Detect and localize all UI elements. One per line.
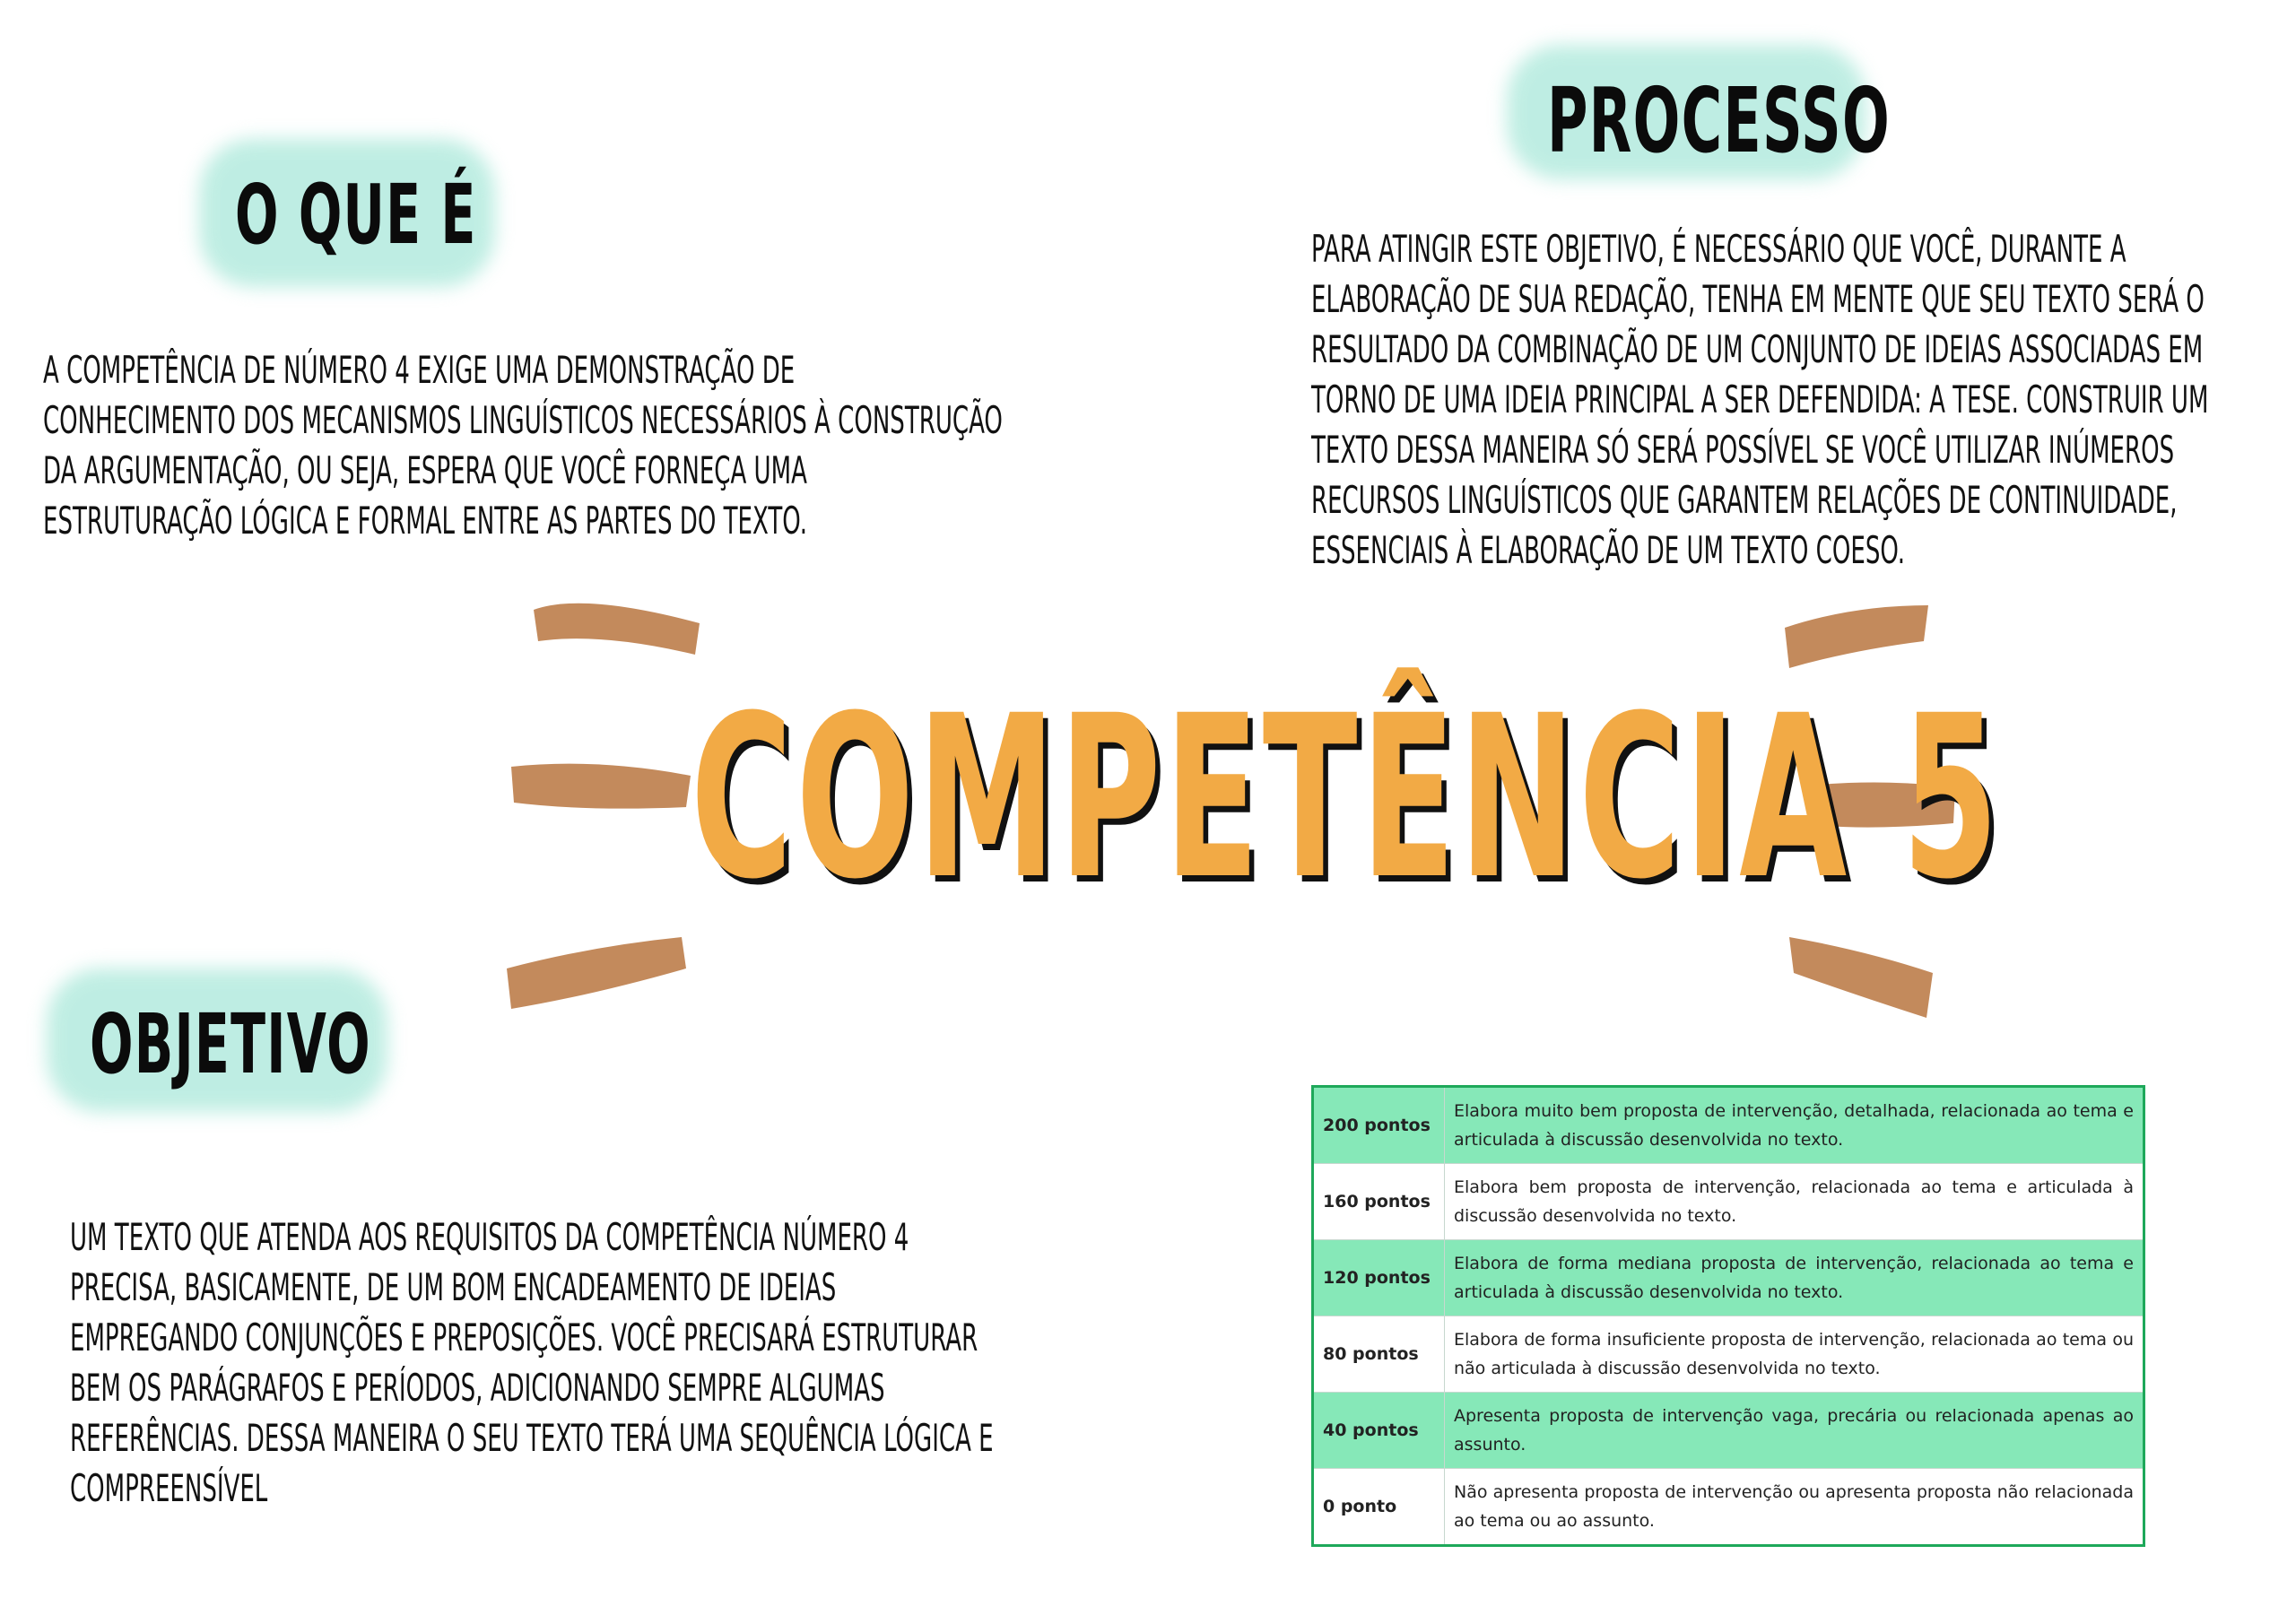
objetivo-line: PRECISA, BASICAMENTE, DE UM BOM ENCADEAMENTO DE IDEIAS <box>70 1265 837 1309</box>
table-row <box>1313 1087 2144 1164</box>
description-cell: Elabora muito bem proposta de intervenção, detalhada, relacionada ao tema e articulada à discussão desenvolvida no texto. <box>1445 1087 2144 1164</box>
table-row <box>1313 1240 2144 1316</box>
processo-line: TORNO DE UMA IDEIA PRINCIPAL A SER DEFENDIDA: A TESE. CONSTRUIR UM <box>1311 378 2209 421</box>
description-cell: Elabora de forma mediana proposta de intervenção, relacionada ao tema e articulada à discussão desenvolvida no texto. <box>1445 1240 2144 1316</box>
points-cell: 0 ponto <box>1313 1469 1445 1546</box>
objetivo-text <box>70 1212 994 1514</box>
o-que-e-text <box>43 345 1003 546</box>
processo-text <box>1311 224 2208 576</box>
o-que-e-line: A COMPETÊNCIA DE NÚMERO 4 EXIGE UMA DEMONSTRAÇÃO DE <box>43 348 796 392</box>
o-que-e-line: DA ARGUMENTAÇÃO, OU SEJA, ESPERA QUE VOCÊ FORNEÇA UMA <box>43 448 807 492</box>
objetivo-line: BEM OS PARÁGRAFOS E PERÍODOS, ADICIONANDO SEMPRE ALGUMAS <box>70 1366 885 1410</box>
table-row <box>1313 1316 2144 1393</box>
description-cell: Elabora de forma insuficiente proposta de intervenção, relacionada ao tema ou não articulada à discussão desenvolvida no texto. <box>1445 1316 2144 1393</box>
points-cell: 120 pontos <box>1313 1240 1445 1316</box>
processo-line: ELABORAÇÃO DE SUA REDAÇÃO, TENHA EM MENTE QUE SEU TEXTO SERÁ O <box>1311 277 2205 321</box>
points-cell: 160 pontos <box>1313 1164 1445 1240</box>
processo-line: RESULTADO DA COMBINAÇÃO DE UM CONJUNTO DE IDEIAS ASSOCIADAS EM <box>1311 327 2204 371</box>
points-cell: 80 pontos <box>1313 1316 1445 1393</box>
objetivo-heading: OBJETIVO <box>90 996 371 1092</box>
brush-stroke-left-mid <box>507 758 695 821</box>
description-cell: Apresenta proposta de intervenção vaga, precária ou relacionada apenas ao assunto. <box>1445 1393 2144 1469</box>
brush-stroke-left-top <box>529 592 709 673</box>
table-row <box>1313 1469 2144 1546</box>
processo-line: RECURSOS LINGUÍSTICOS QUE GARANTEM RELAÇÕES DE CONTINUIDADE, <box>1311 478 2178 522</box>
processo-heading: PROCESSO <box>1547 68 1891 173</box>
objetivo-line: UM TEXTO QUE ATENDA AOS REQUISITOS DA COMPETÊNCIA NÚMERO 4 <box>70 1215 909 1259</box>
processo-line: TEXTO DESSA MANEIRA SÓ SERÁ POSSÍVEL SE VOCÊ UTILIZAR INÚMEROS <box>1311 428 2175 472</box>
score-table <box>1311 1085 2145 1547</box>
points-cell: 200 pontos <box>1313 1087 1445 1164</box>
processo-line: PARA ATINGIR ESTE OBJETIVO, É NECESSÁRIO QUE VOCÊ, DURANTE A <box>1311 227 2126 271</box>
processo-line: ESSENCIAIS À ELABORAÇÃO DE UM TEXTO COESO. <box>1311 528 1906 572</box>
o-que-e-line: ESTRUTURAÇÃO LÓGICA E FORMAL ENTRE AS PARTES DO TEXTO. <box>43 499 807 543</box>
brush-stroke-right-bottom <box>1785 933 1937 1022</box>
table-row <box>1313 1164 2144 1240</box>
page-title: COMPETÊNCIA 5 <box>691 667 2003 928</box>
brush-stroke-right-top <box>1780 601 1933 673</box>
o-que-e-line: CONHECIMENTO DOS MECANISMOS LINGUÍSTICOS NECESSÁRIOS À CONSTRUÇÃO <box>43 398 1003 442</box>
objetivo-line: REFERÊNCIAS. DESSA MANEIRA O SEU TEXTO TERÁ UMA SEQUÊNCIA LÓGICA E <box>70 1416 994 1460</box>
points-cell: 40 pontos <box>1313 1393 1445 1469</box>
description-cell: Não apresenta proposta de intervenção ou apresenta proposta não relacionada ao tema ou ao assunto. <box>1445 1469 2144 1546</box>
brush-stroke-left-bottom <box>502 933 691 1013</box>
objetivo-line: COMPREENSÍVEL <box>70 1466 268 1510</box>
description-cell: Elabora bem proposta de intervenção, relacionada ao tema e articulada à discussão desenvolvida no texto. <box>1445 1164 2144 1240</box>
table-row <box>1313 1393 2144 1469</box>
o-que-e-heading: O QUE É <box>235 167 477 263</box>
objetivo-line: EMPREGANDO CONJUNÇÕES E PREPOSIÇÕES. VOCÊ PRECISARÁ ESTRUTURAR <box>70 1316 978 1359</box>
